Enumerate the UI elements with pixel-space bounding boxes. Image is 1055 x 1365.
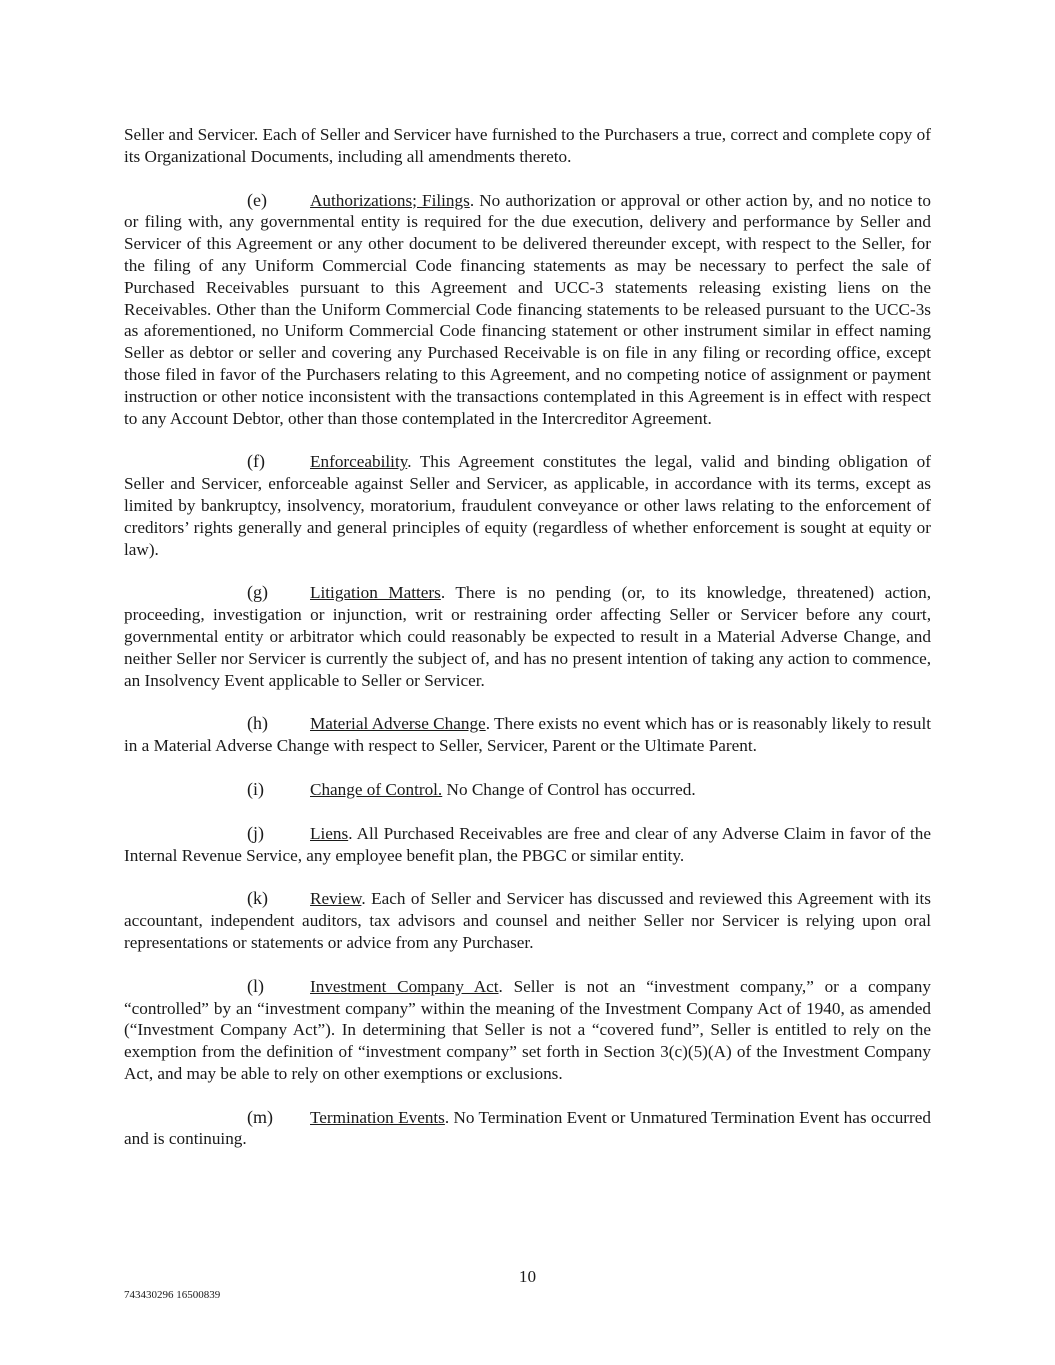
section-marker: (h) xyxy=(247,713,268,734)
section-body: No Change of Control has occurred. xyxy=(442,779,696,799)
section-body: . Seller is not an “investment company,” or a company “controlled” by an “investment company” within the meaning of the Investment Company Act of 1940, as amended (“Investment Company Act”). In determining that Seller is not a “covered fund”, Seller is entitled to rely on the exemption from the definition of “investment company” set forth in Section 3(c)(5)(A) of the Investment Company Act, and may be able to rely on other exemptions or exclusions. xyxy=(124,976,931,1083)
section-heading: Liens xyxy=(310,823,349,843)
section-heading: Change of Control. xyxy=(310,779,443,799)
section-e xyxy=(124,190,931,430)
section-heading: Litigation Matters xyxy=(310,583,441,603)
document-page xyxy=(124,124,931,1150)
section-heading: Investment Company Act xyxy=(310,976,499,996)
section-marker: (m) xyxy=(247,1106,273,1127)
section-marker: (f) xyxy=(247,451,265,472)
section-m xyxy=(124,1107,931,1151)
section-marker: (l) xyxy=(247,975,264,996)
section-j xyxy=(124,823,931,867)
section-i xyxy=(124,779,931,801)
section-heading: Termination Events xyxy=(310,1107,445,1127)
section-heading: Authorizations; Filings xyxy=(310,190,470,210)
intro-paragraph: Seller and Servicer. Each of Seller and Servicer have furnished to the Purchasers a true, correct and complete copy of its Organizational Documents, including all amendments thereto. xyxy=(124,125,931,166)
section-g xyxy=(124,582,931,691)
section-body: . This Agreement constitutes the legal, valid and binding obligation of Seller and Servicer, enforceable against Seller and Servicer, as applicable, in accordance with its terms, except as limited by bankruptcy, insolvency, moratorium, fraudulent conveyance or other laws relating to the enforcement of creditors’ rights generally and general principles of equity (regardless of whether enforcement is sought at equity or law). xyxy=(124,452,931,559)
section-f xyxy=(124,451,931,560)
section-body: . There exists no event which has or is reasonably likely to result in a Material Adverse Change with respect to Seller, Servicer, Parent or the Ultimate Parent. xyxy=(124,714,931,756)
section-l xyxy=(124,976,931,1085)
section-h xyxy=(124,713,931,757)
section-body: . No authorization or approval or other action by, and no notice to or filing with, any governmental entity is required for the due execution, delivery and performance by Seller and Servicer of this Agreement or any other document to be delivered thereunder except, with respect to the Seller, for the filing of any Uniform Commercial Code financing statements as may be necessary to perfect the sale of Purchased Receivables pursuant to this Agreement and UCC-3 statements releasing existing liens on the Receivables. Other than the Uniform Commercial Code financing statements to be released pursuant to the UCC-3s as aforementioned, no Uniform Commercial Code financing statement or other instrument similar in effect naming Seller as debtor or seller and covering any Purchased Receivable is on file in any filing or recording office, except those filed in favor of the Purchasers relating to this Agreement, and no competing notice of assignment or payment instruction or other notice inconsistent with the transactions contemplated in this Agreement is in effect with respect to any Account Debtor, other than those contemplated in the Intercreditor Agreement. xyxy=(124,190,932,428)
section-heading: Enforceability xyxy=(310,452,408,472)
page-number: 10 xyxy=(518,1267,537,1286)
section-body: . There is no pending (or, to its knowledge, threatened) action, proceeding, investigation or injunction, writ or restraining order affecting Seller or Servicer before any court, governmental entity or arbitrator which could reasonably be expected to result in a Material Adverse Change, and neither Seller nor Servicer is currently the subject of, and has no present intention of taking any action to commence, an Insolvency Event applicable to Seller or Servicer. xyxy=(124,583,931,690)
section-heading: Review xyxy=(310,889,362,909)
section-marker: (j) xyxy=(247,822,264,843)
section-marker: (k) xyxy=(247,888,268,909)
section-k xyxy=(124,888,931,953)
section-body: . Each of Seller and Servicer has discussed and reviewed this Agreement with its accountant, independent auditors, tax advisors and counsel and neither Seller nor Servicer is relying upon oral representations or statements or advice from any Purchaser. xyxy=(124,889,931,952)
section-marker: (e) xyxy=(247,189,267,210)
section-heading: Material Adverse Change xyxy=(310,714,486,734)
section-marker: (g) xyxy=(247,582,268,603)
section-body: . All Purchased Receivables are free and clear of any Adverse Claim in favor of the Internal Revenue Service, any employee benefit plan, the PBGC or similar entity. xyxy=(124,823,931,865)
section-marker: (i) xyxy=(247,778,264,799)
section-body: . No Termination Event or Unmatured Termination Event has occurred and is continuing. xyxy=(124,1107,931,1149)
document-id: 743430296 16500839 xyxy=(124,1289,221,1301)
